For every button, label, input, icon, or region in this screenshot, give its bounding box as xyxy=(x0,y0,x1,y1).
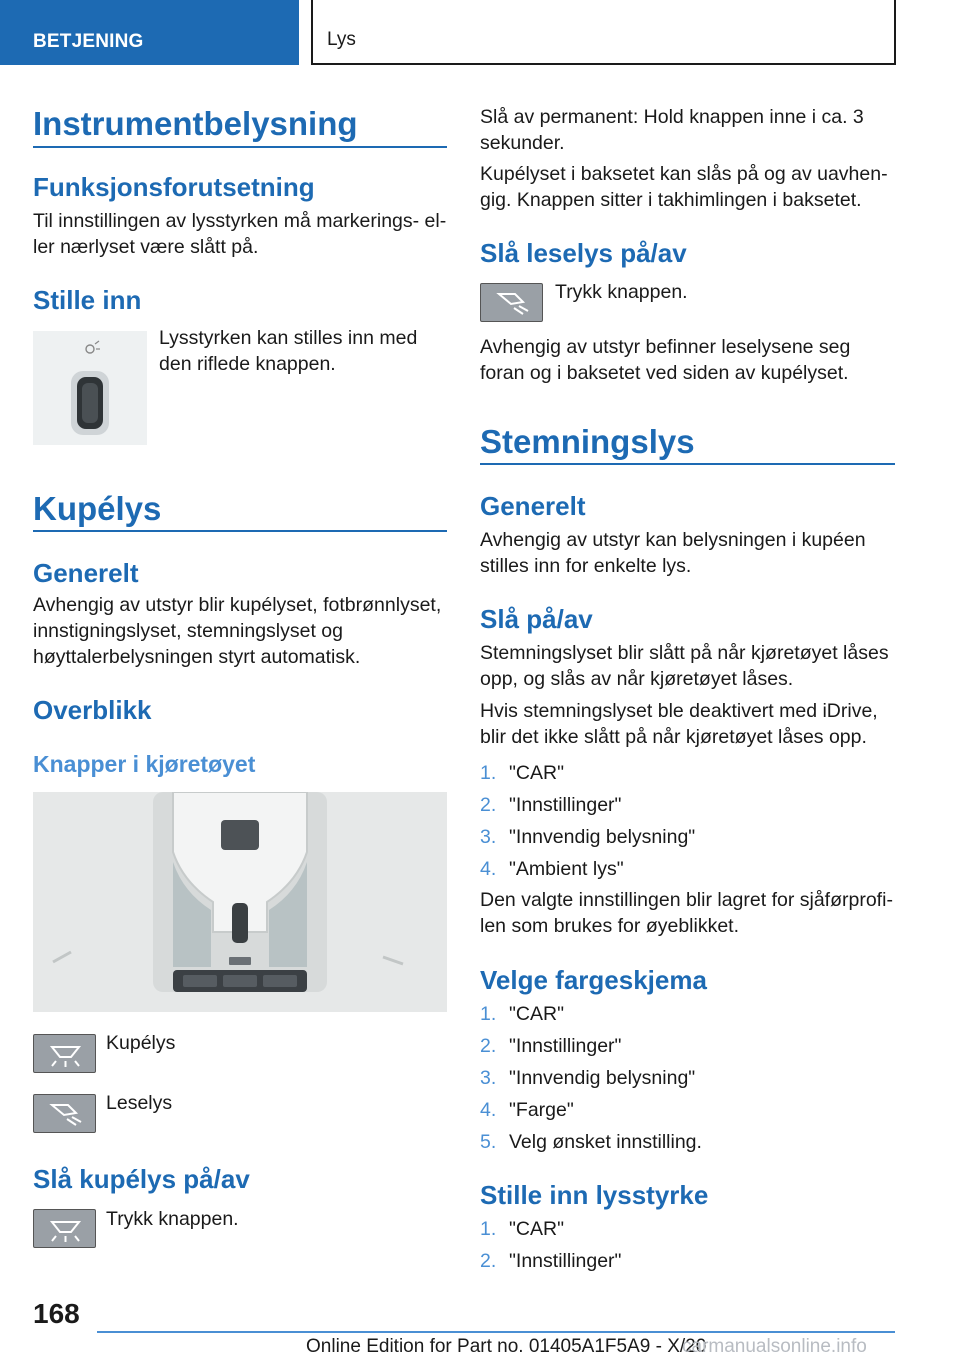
heading-instrumentbelysning: Instrumentbelysning xyxy=(33,105,358,142)
heading-sla-leselys: Slå leselys på/av xyxy=(480,238,687,268)
reading-light-icon xyxy=(33,1094,96,1133)
list-item: 1. "CAR" xyxy=(480,762,565,784)
heading-rule xyxy=(480,463,895,465)
heading-generelt: Generelt xyxy=(480,491,586,521)
section-tab xyxy=(0,0,299,65)
list-item: 5. Velg ønsket innstilling. xyxy=(480,1131,702,1153)
dimmer-thumbwheel-icon xyxy=(33,331,147,445)
interior-light-icon xyxy=(33,1209,96,1248)
overhead-console-image xyxy=(33,792,447,1012)
list-item: 1. "CAR" xyxy=(480,1003,565,1025)
list-item: 4. "Ambient lys" xyxy=(480,858,624,880)
paragraph-leselys-plassering: Avhengig av utstyr befinner leselysene seg foran og i baksetet ved siden av kupélyset. xyxy=(480,336,851,384)
page-number: 168 xyxy=(33,1298,80,1329)
label-kupelys: Kupélys xyxy=(106,1032,176,1054)
heading-knapper: Knapper i kjøretøyet xyxy=(33,751,256,777)
interior-light-icon xyxy=(33,1034,96,1073)
label-leselys: Leselys xyxy=(106,1092,173,1114)
paragraph-stille-inn: Lysstyrken kan stilles inn med den riflede knappen. xyxy=(159,327,418,375)
heading-stemningslys: Stemningslys xyxy=(480,423,695,460)
paragraph-permanent: Slå av permanent: Hold knappen inne i ca. 3 sekunder. xyxy=(480,106,864,154)
heading-generelt: Generelt xyxy=(33,558,139,588)
section-label: BETJENING xyxy=(33,31,144,52)
steps-ambient xyxy=(480,757,895,885)
heading-overblikk: Overblikk xyxy=(33,695,152,725)
edition-text: Online Edition for Part no. 01405A1F5A9 - X/20 xyxy=(306,1336,707,1357)
watermark: carmanualsonline.info xyxy=(682,1336,867,1357)
list-item: 1. "CAR" xyxy=(480,1218,565,1240)
paragraph-sla-2: Hvis stemningslyset ble deaktivert med iDrive, blir det ikke slått på når kjøretøyet låses opp. xyxy=(480,700,878,748)
list-item: 2. "Innstillinger" xyxy=(480,794,622,816)
paragraph-generelt: Avhengig av utstyr kan belysningen i kupéen stilles inn for enkelte lys. xyxy=(480,529,866,577)
paragraph-sla-kupelys: Trykk knappen. xyxy=(106,1208,239,1230)
heading-stille-inn-lysstyrke: Stille inn lysstyrke xyxy=(480,1180,709,1210)
paragraph-profil: Den valgte innstillingen blir lagret for sjåførprofilen som brukes for øyeblikket. xyxy=(480,889,893,937)
heading-sla-kupelys: Slå kupélys på/av xyxy=(33,1164,250,1194)
heading-funksjonsforutsetning: Funksjonsforutsetning xyxy=(33,172,315,202)
chapter-label: Lys xyxy=(327,29,356,50)
heading-stille-inn: Stille inn xyxy=(33,285,142,315)
steps-lysstyrke xyxy=(480,1213,895,1277)
list-item: 4. "Farge" xyxy=(480,1099,574,1121)
list-item: 2. "Innstillinger" xyxy=(480,1250,622,1272)
paragraph-funksjon: Til innstillingen av lysstyrken må markerings- eller nærlyset være slått på. xyxy=(33,210,447,258)
paragraph-sla-1: Stemningslyset blir slått på når kjøretøyet låses opp, og slås av når kjøretøyet låses. xyxy=(480,642,889,690)
steps-farge xyxy=(480,998,895,1158)
heading-velge-fargeskjema: Velge fargeskjema xyxy=(480,965,707,995)
paragraph-sla-leselys: Trykk knappen. xyxy=(555,281,688,303)
heading-rule xyxy=(33,530,447,532)
heading-sla-pa-av: Slå på/av xyxy=(480,604,593,634)
list-item: 3. "Innvendig belysning" xyxy=(480,826,696,848)
heading-kupelys: Kupélys xyxy=(33,490,162,527)
list-item: 3. "Innvendig belysning" xyxy=(480,1067,696,1089)
reading-light-icon xyxy=(480,283,543,322)
footer-rule xyxy=(97,1331,895,1333)
heading-rule xyxy=(33,146,447,148)
list-item: 2. "Innstillinger" xyxy=(480,1035,622,1057)
paragraph-baksetet: Kupélyset i baksetet kan slås på og av uavhengig. Knappen sitter i takhimlingen i baksetet. xyxy=(480,163,888,211)
paragraph-generelt: Avhengig av utstyr blir kupélyset, fotbrønnlyset, innstigningslyset, stemningslyset og høyttalerbelysningen styrt automatisk. xyxy=(33,594,442,668)
chapter-tab xyxy=(311,0,896,65)
